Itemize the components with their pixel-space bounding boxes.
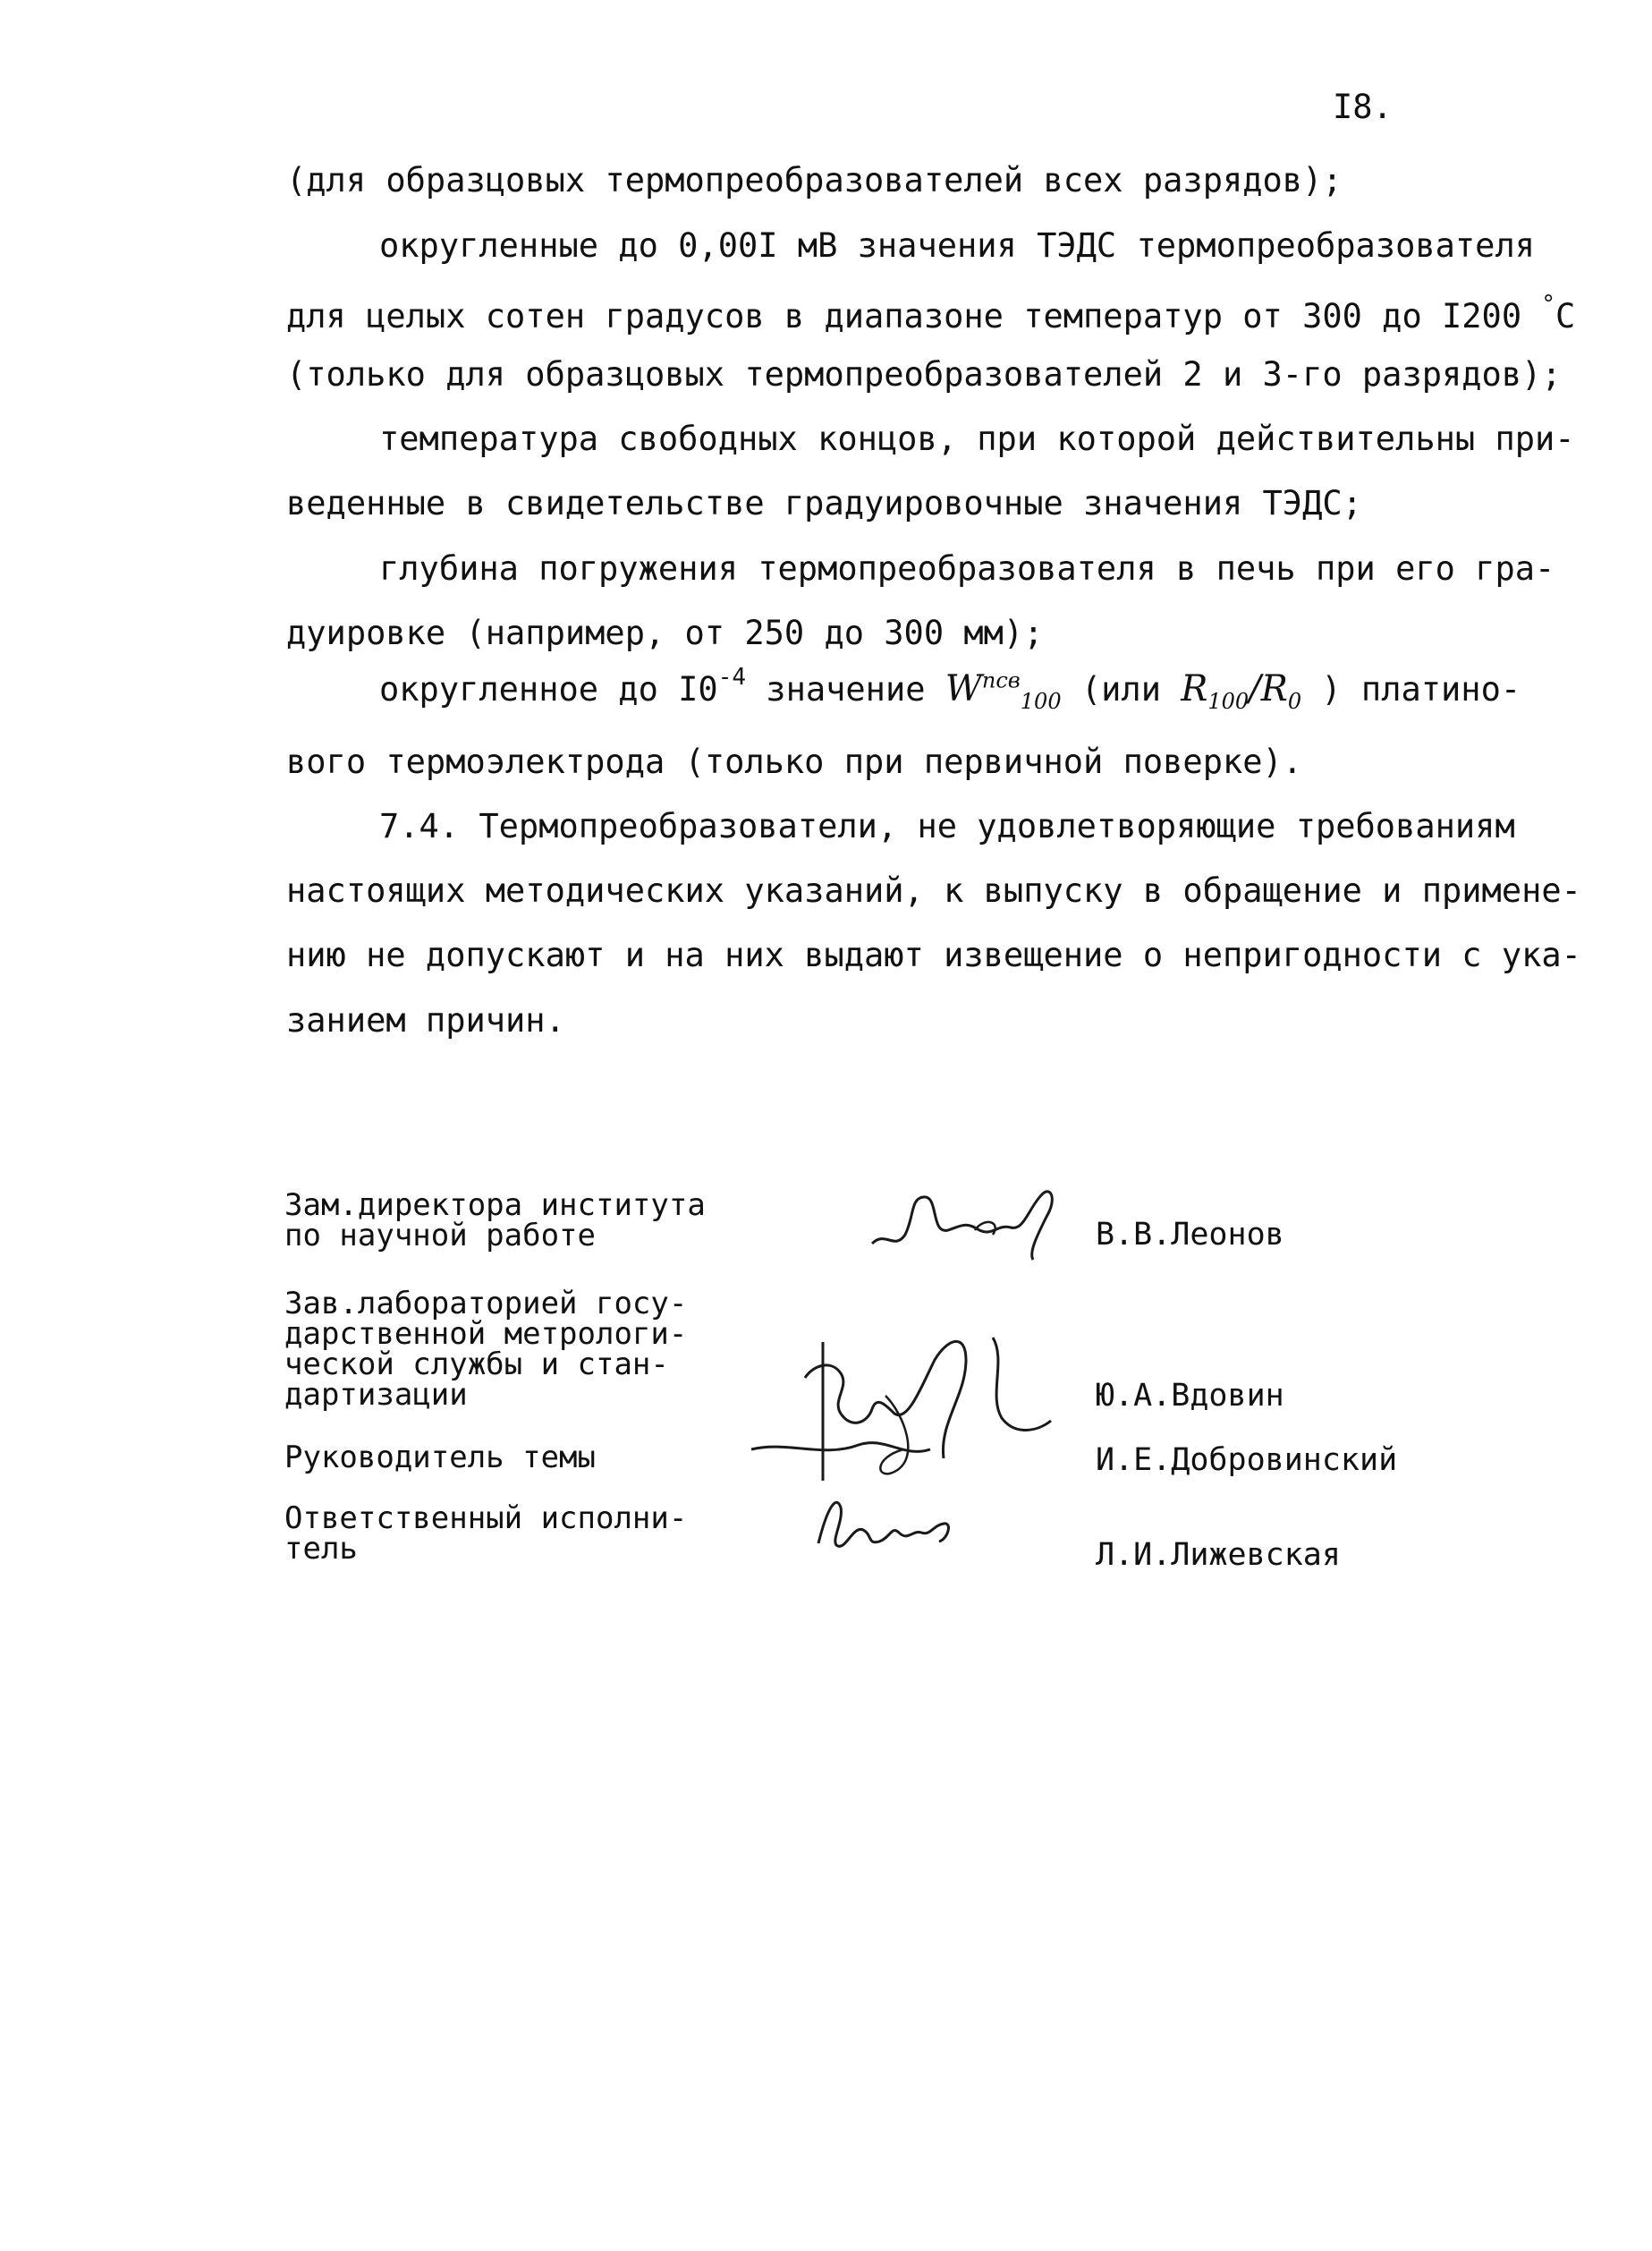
degree-mark: ° xyxy=(1541,291,1556,318)
paragraph-line: нию не допускают и на них выдают извещение о непригодности с ука- xyxy=(286,936,1581,974)
paragraph-line: температура свободных концов, при которой действительны при- xyxy=(379,420,1575,458)
line-text: (или xyxy=(1080,670,1182,709)
paragraph-line: вого термоэлектрода (только при первичной поверке). xyxy=(286,743,1303,781)
paragraph-line: глубина погружения термопреобразователя в печь при его гра- xyxy=(379,549,1555,588)
paragraph-line: веденные в свидетельстве градуировочные значения ТЭДС; xyxy=(286,484,1362,522)
paragraph-line: занием причин. xyxy=(286,1001,565,1040)
paragraph-line: 7.4. Термопреобразователи, не удовлетворяющие требованиям xyxy=(379,807,1515,845)
page-number: I8. xyxy=(1333,88,1393,126)
paragraph-line xyxy=(286,291,1575,336)
handwritten-signature xyxy=(751,1324,1055,1485)
handwritten-signature xyxy=(868,1181,1073,1261)
line-text: значение xyxy=(746,670,945,709)
line-text: ) платино- xyxy=(1321,670,1521,709)
paragraph-line: настоящих методических указаний, к выпуску в обращение и примене- xyxy=(286,871,1581,910)
signatory-name: В.В.Леонов xyxy=(1096,1217,1284,1253)
exponent: -4 xyxy=(717,664,747,691)
paragraph-line-formula xyxy=(379,664,1521,714)
signatory-name: И.Е.Добровинский xyxy=(1096,1442,1398,1478)
signatory-role: Ответственный исполни- тель xyxy=(284,1500,688,1567)
line-text: для целых сотен градусов в диапазоне температур от 300 до I200 xyxy=(286,297,1542,336)
signatory-name: Л.И.Лижевская xyxy=(1096,1537,1341,1573)
paragraph-line: округленные до 0,00I мВ значения ТЭДС термопреобразователя xyxy=(379,226,1536,265)
signatory-role: Зам.директора института по научной работе xyxy=(284,1187,706,1253)
paragraph-line: (для образцовых термопреобразователей всех разрядов); xyxy=(286,161,1343,200)
line-text: округленное до I0 xyxy=(379,670,718,709)
paragraph-line: дуировке (например, от 250 до 300 мм); xyxy=(286,614,1044,652)
signatory-role: Зав.лабораторией госу- дарственной метрологи- ческой службы и стан- дартизации xyxy=(284,1286,688,1413)
signatory-role: Руководитель темы xyxy=(284,1440,596,1475)
paragraph-line: (только для образцовых термопреобразователей 2 и 3-го разрядов); xyxy=(286,355,1562,394)
handwritten-formula-w: $W^{псв}_{100}$ xyxy=(945,667,1062,714)
handwritten-signature xyxy=(809,1490,962,1557)
handwritten-formula-r: $R_{100}/R_0$ xyxy=(1181,668,1302,714)
signatory-name: Ю.А.Вдовин xyxy=(1096,1378,1284,1414)
unit-c: С xyxy=(1555,297,1576,336)
